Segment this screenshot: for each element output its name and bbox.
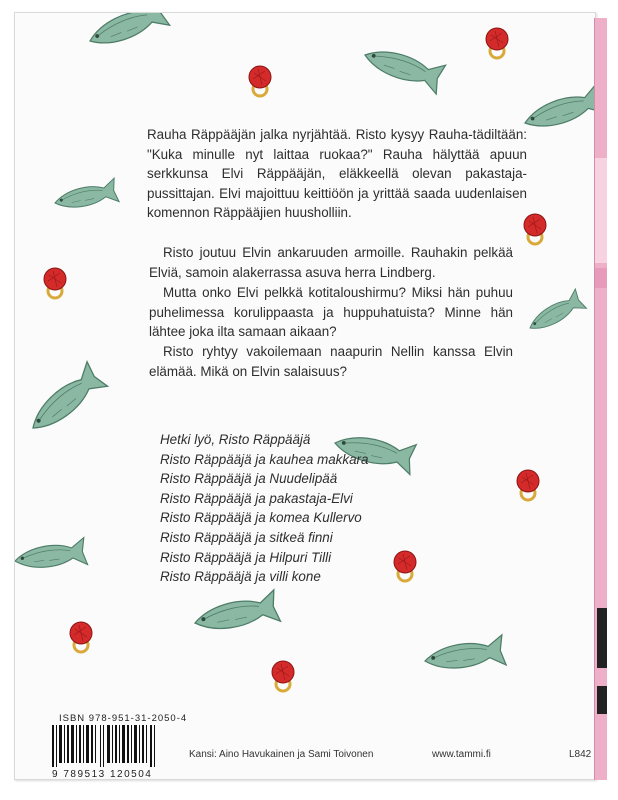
fish-illustration-icon [84, 13, 169, 55]
blurb-paragraph: Risto ryhtyy vakoilemaan naapurin Nellin kanssa Elvin elämää. Mikä on Elvin salaisuus? [149, 344, 513, 379]
fish-illustration-icon [524, 289, 586, 338]
series-title: Hetki lyö, Risto Räppääjä [160, 432, 311, 447]
series-title: Risto Räppääjä ja pakastaja-Elvi [160, 490, 353, 506]
series-title-list [160, 430, 368, 587]
publisher-website: www.tammi.fi [432, 749, 491, 760]
ring-illustration-icon [249, 66, 271, 96]
fish-illustration-icon [23, 362, 108, 441]
fish-illustration-icon [15, 538, 88, 575]
fish-illustration-icon [192, 590, 281, 639]
ring-illustration-icon [486, 28, 508, 58]
product-code: L842 [569, 749, 592, 760]
book-spine-edge [594, 18, 607, 780]
ring-illustration-icon [517, 470, 539, 500]
ring-illustration-icon [272, 661, 294, 691]
spine-band [595, 268, 607, 288]
fish-illustration-icon [53, 178, 120, 215]
series-title: Risto Räppääjä ja Nuudelipää [160, 471, 338, 487]
spine-dark-mark [597, 686, 607, 714]
fish-illustration-icon [360, 41, 445, 95]
ring-illustration-icon [394, 551, 416, 581]
series-title: Risto Räppääjä ja villi kone [160, 569, 321, 585]
series-title: Risto Räppääjä ja komea Kullervo [160, 510, 362, 526]
ring-illustration-icon [524, 214, 546, 244]
book-back-cover [14, 12, 596, 780]
blurb-paragraph: Rauha Räppääjän jalka nyrjähtää. Risto kysyy Rauha-tädiltään: "Kuka minulle nyt laittaa ruokaa?" Rauha hälyttää apuun serkkunsa Elvi Räppääjän, eläkkeellä olevan pakastaja-pussittajan. Elvi majoittuu keittiöön ja yrittää saada uudenlaisen komennon Räppääjien huusholliin. [147, 127, 527, 221]
barcode-icon [52, 725, 156, 767]
fish-illustration-icon [423, 635, 506, 676]
ring-illustration-icon [44, 268, 66, 298]
ring-illustration-icon [70, 622, 92, 652]
series-title: Risto Räppääjä ja kauhea makkara [160, 451, 369, 467]
series-title: Risto Räppääjä ja Hilpuri Tilli [160, 549, 332, 565]
blurb-paragraph: Mutta onko Elvi pelkkä kotitaloushirmu? Miksi hän puhuu puhelimessa korulippaasta ja huppuhatuista? Minne hän lähtee joka ilta samaan aikaan? [149, 285, 513, 340]
barcode-number: 9 789513 120504 [52, 769, 153, 780]
isbn-label: ISBN 978-951-31-2050-4 [59, 713, 188, 724]
series-title: Risto Räppääjä ja sitkeä finni [160, 529, 333, 545]
spine-dark-mark [597, 608, 607, 668]
blurb-paragraph: Risto joutuu Elvin ankaruuden armoille. Rauhakin pelkää Elviä, samoin alakerrassa asuva herra Lindberg. [149, 245, 513, 280]
cover-credit: Kansi: Aino Havukainen ja Sami Toivonen [189, 749, 374, 760]
fish-illustration-icon [520, 84, 595, 138]
spine-band [595, 158, 607, 263]
